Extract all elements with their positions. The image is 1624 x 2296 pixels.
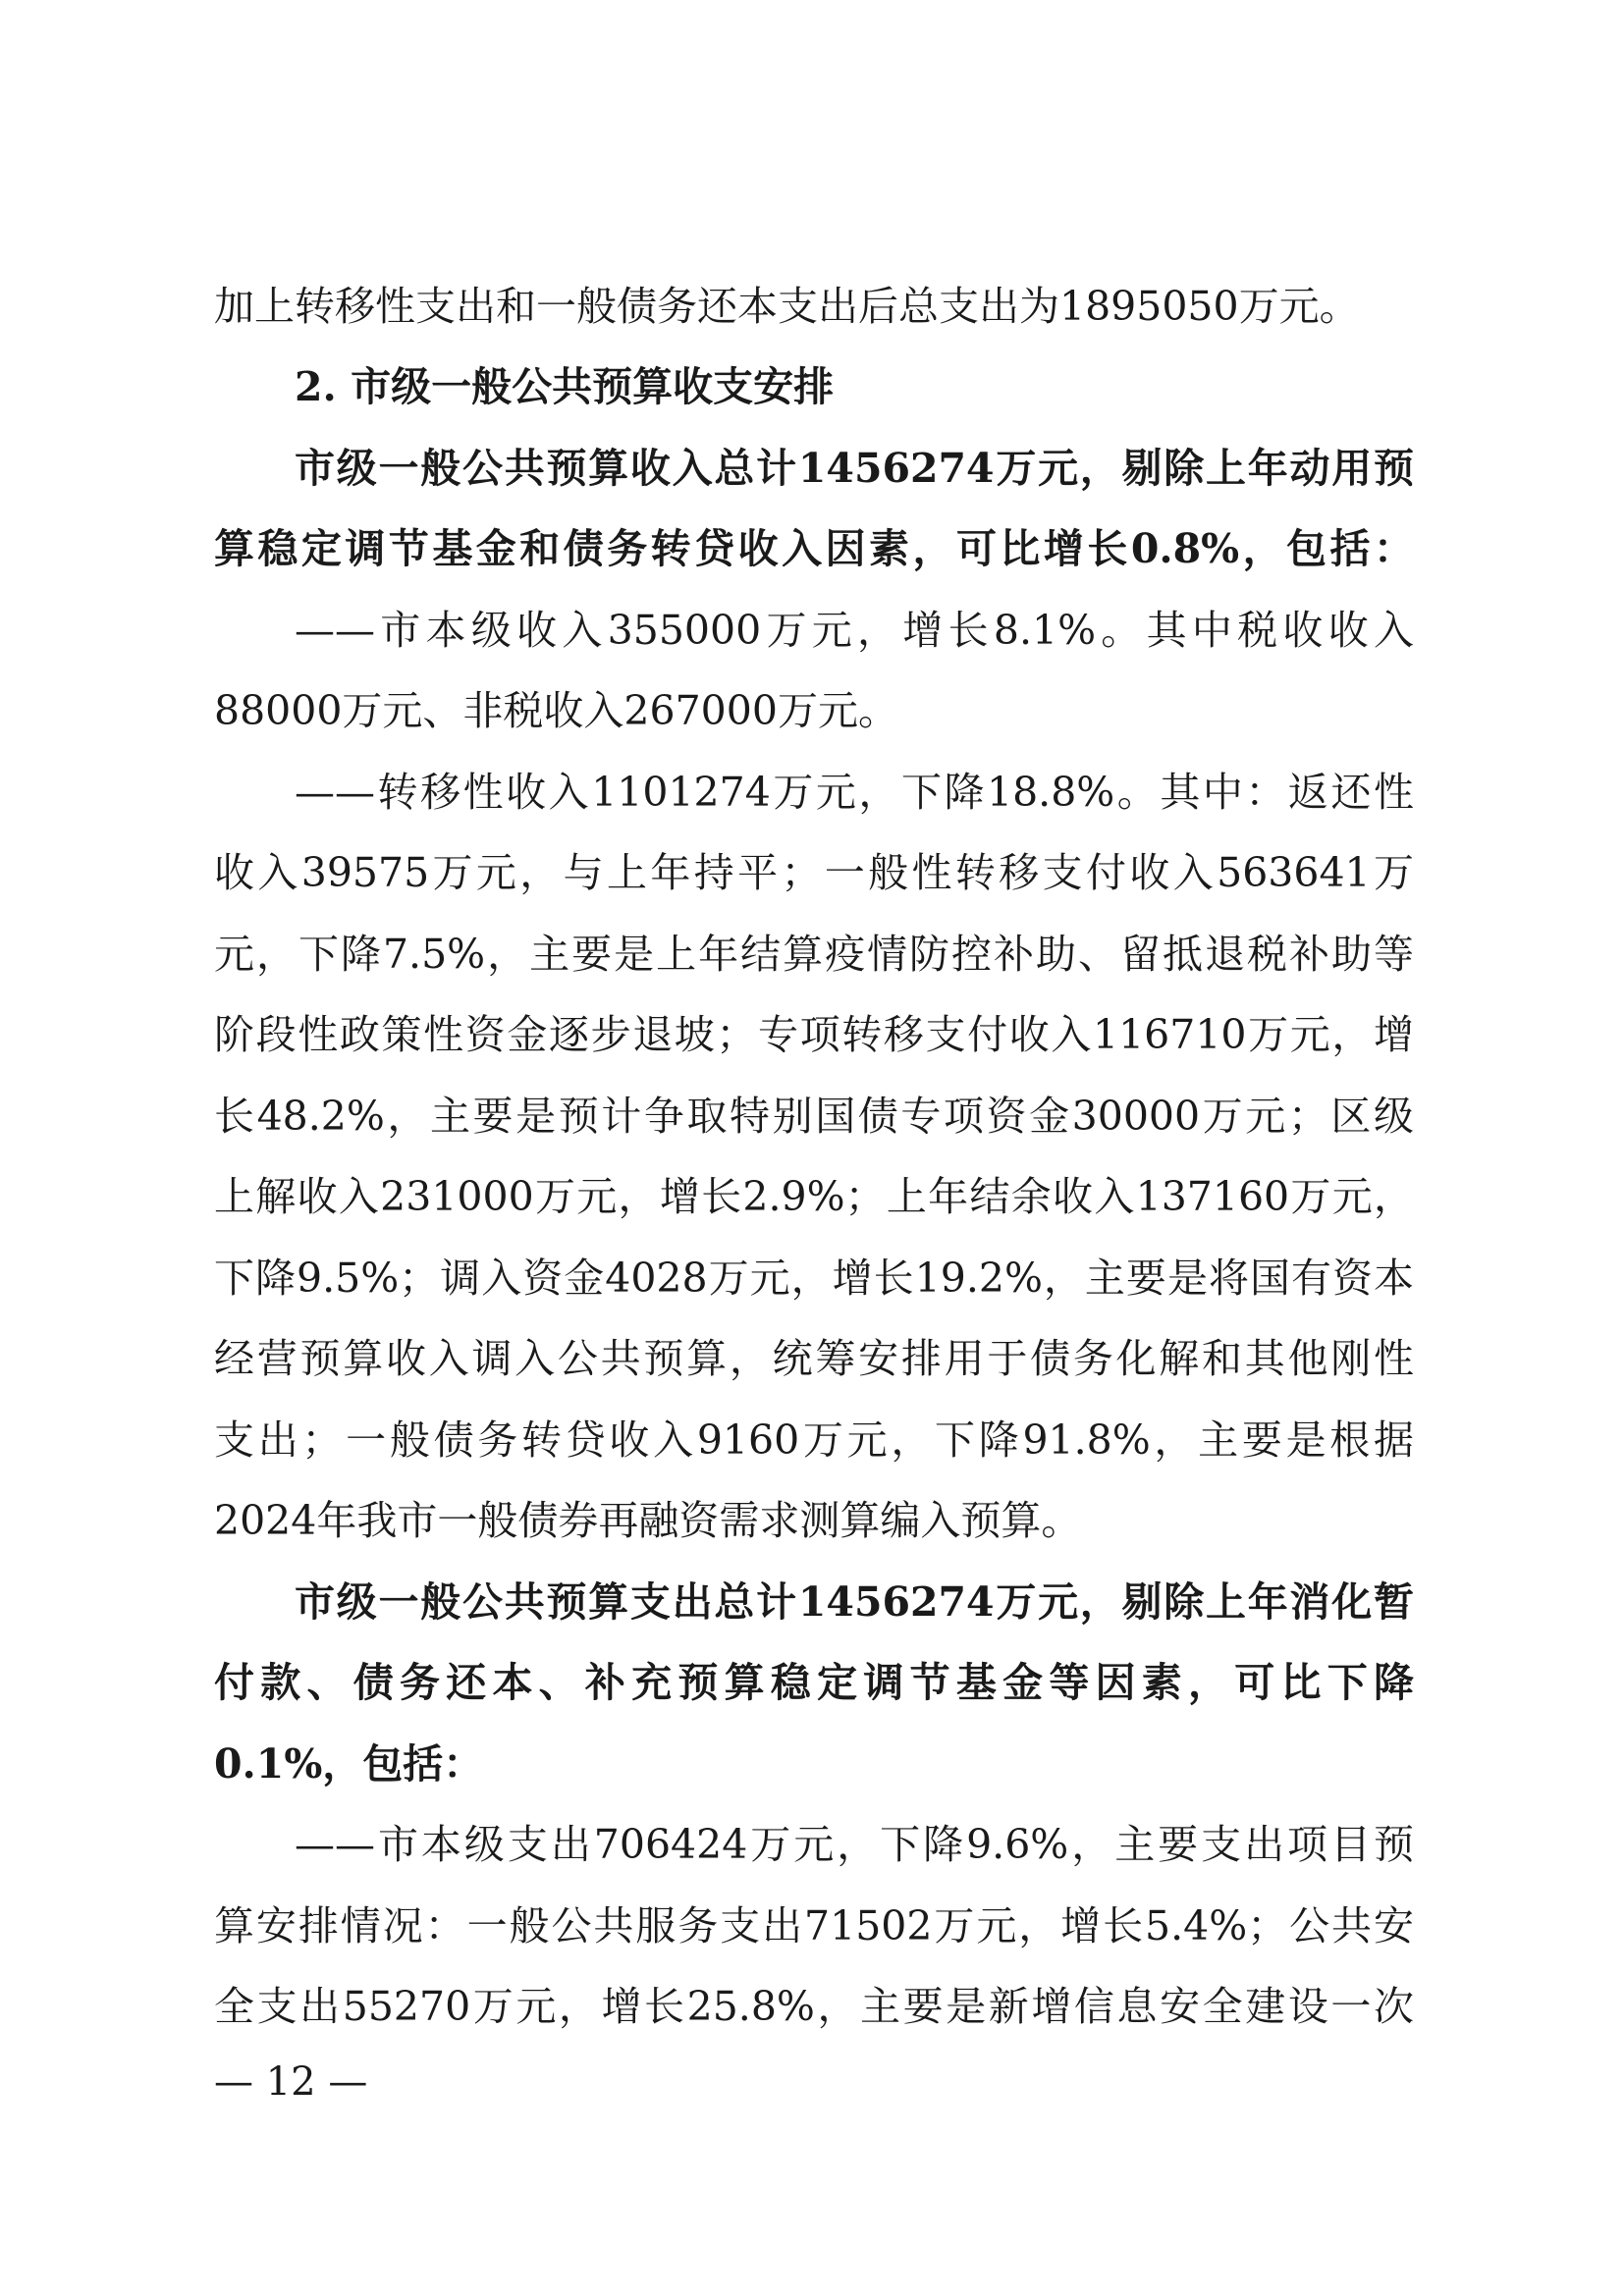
expenditure-summary-line-3: 0.1%，包括： xyxy=(214,1740,484,1788)
text-line-13: 下降9.5%；调入资金4028万元，增长19.2%，主要是将国有资本 xyxy=(214,1255,1414,1302)
text-line-5: ——市本级收入355000万元，增长8.1%。其中税收收入 xyxy=(295,607,1414,654)
page-number: — 12 — xyxy=(214,2059,368,2105)
text-line-9: 元，下降7.5%，主要是上年结算疫情防控补助、留抵退税补助等 xyxy=(214,931,1414,978)
text-line-20: ——市本级支出706424万元，下降9.6%，主要支出项目预 xyxy=(295,1821,1414,1868)
revenue-summary-line-2: 算稳定调节基金和债务转贷收入因素，可比增长0.8%，包括： xyxy=(214,525,1414,572)
text-line-22: 全支出55270万元，增长25.8%，主要是新增信息安全建设一次 xyxy=(214,1983,1414,2030)
section-heading: 2. 市级一般公共预算收支安排 xyxy=(295,363,835,410)
text-line-14: 经营预算收入调入公共预算，统筹安排用于债务化解和其他刚性 xyxy=(214,1335,1414,1382)
text-line-10: 阶段性政策性资金逐步退坡；专项转移支付收入116710万元，增 xyxy=(214,1011,1414,1058)
text-line-21: 算安排情况：一般公共服务支出71502万元，增长5.4%；公共安 xyxy=(214,1902,1414,1949)
text-line-12: 上解收入231000万元，增长2.9%；上年结余收入137160万元， xyxy=(214,1173,1414,1220)
expenditure-summary-line-1: 市级一般公共预算支出总计1456274万元，剔除上年消化暂 xyxy=(295,1578,1414,1626)
text-line-7: ——转移性收入1101274万元，下降18.8%。其中：返还性 xyxy=(295,769,1414,816)
text-line-11: 长48.2%，主要是预计争取特别国债专项资金30000万元；区级 xyxy=(214,1093,1414,1140)
expenditure-summary-line-2: 付款、债务还本、补充预算稳定调节基金等因素，可比下降 xyxy=(214,1659,1414,1706)
text-line-16: 2024年我市一般债券再融资需求测算编入预算。 xyxy=(214,1497,1082,1544)
revenue-summary-line-1: 市级一般公共预算收入总计1456274万元，剔除上年动用预 xyxy=(295,445,1414,492)
text-line-6: 88000万元、非税收入267000万元。 xyxy=(214,687,898,734)
text-line-8: 收入39575万元，与上年持平；一般性转移支付收入563641万 xyxy=(214,849,1414,896)
text-line-15: 支出；一般债务转贷收入9160万元，下降91.8%，主要是根据 xyxy=(214,1416,1414,1464)
text-line-1: 加上转移性支出和一般债务还本支出后总支出为1895050万元。 xyxy=(214,283,1360,330)
